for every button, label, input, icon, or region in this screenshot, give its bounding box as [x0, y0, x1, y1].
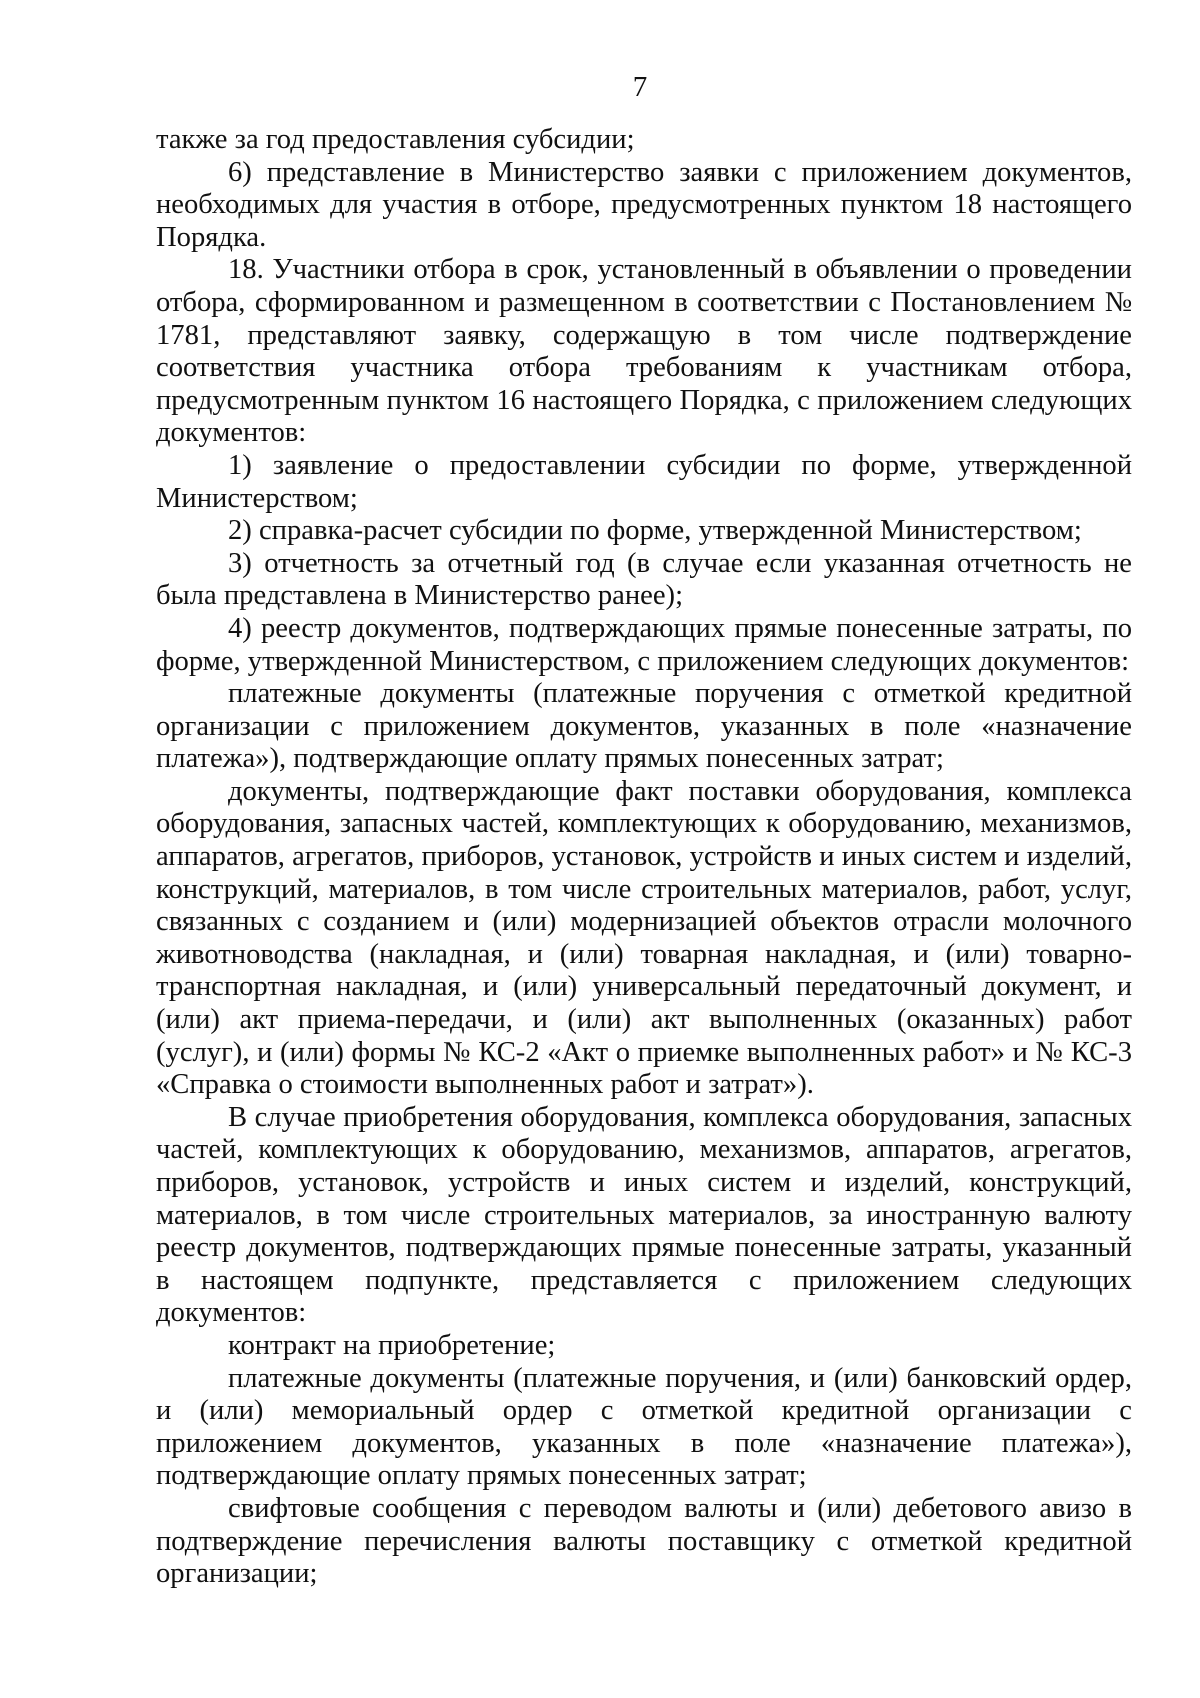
paragraph: 1) заявление о предоставлении субсидии по форме, утвержденной Министерством;	[156, 449, 1132, 514]
paragraph: платежные документы (платежные поручения, и (или) банковский ордер, и (или) мемориальный ордер с отметкой кредитной организации с приложением документов, указанных в поле «назначение платежа»), подтверждающие оплату прямых понесенных затрат;	[156, 1362, 1132, 1492]
paragraph: также за год предоставления субсидии;	[156, 124, 635, 155]
paragraph: контракт на приобретение;	[228, 1329, 556, 1361]
page-number: 7	[632, 71, 648, 103]
paragraph: 4) реестр документов, подтверждающих прямые понесенные затраты, по форме, утвержденной Министерством, с приложением следующих документов:	[156, 612, 1132, 677]
paragraph: свифтовые сообщения с переводом валюты и (или) дебетового авизо в подтверждение перечисления валюты поставщику с отметкой кредитной организации;	[156, 1492, 1132, 1590]
paragraph: 2) справка-расчет субсидии по форме, утвержденной Министерством;	[228, 515, 1082, 547]
paragraph: платежные документы (платежные поручения с отметкой кредитной организации с приложением документов, указанных в поле «назначение платежа»), подтверждающие оплату прямых понесенных затрат;	[156, 678, 1132, 775]
paragraph: 3) отчетность за отчетный год (в случае если указанная отчетность не была представлена в Министерство ранее);	[156, 547, 1132, 612]
paragraph: В случае приобретения оборудования, комплекса оборудования, запасных частей, комплектующих к оборудованию, механизмов, аппаратов, агрегатов, приборов, установок, устройств и иных систем и изделий, конструкций, материалов, в том числе строительных материалов, за иностранную валюту реестр документов, подтверждающих прямые понесенные затраты, указанный в настоящем подпункте, представляется с приложением следующих документов:	[156, 1101, 1132, 1329]
document-body	[156, 124, 1132, 1591]
paragraph: 6) представление в Министерство заявки с приложением документов, необходимых для участия в отборе, предусмотренных пунктом 18 настоящего Порядка.	[156, 156, 1132, 253]
paragraph: документы, подтверждающие факт поставки оборудования, комплекса оборудования, запасных частей, комплектующих к оборудованию, механизмов, аппаратов, агрегатов, приборов, установок, устройств и иных систем и изделий, конструкций, материалов, в том числе строительных материалов, работ, услуг, связанных с созданием и (или) модернизацией объектов отрасли молочного животноводства (накладная, и (или) товарная накладная, и (или) товарно-транспортная накладная, и (или) универсальный передаточный документ, и (или) акт приема-передачи, и (или) акт выполненных (оказанных) работ (услуг), и (или) формы № КС-2 «Акт о приемке выполненных работ» и № КС-3 «Справка о стоимости выполненных работ и затрат»).	[156, 775, 1132, 1101]
paragraph: 18. Участники отбора в срок, установленный в объявлении о проведении отбора, сформированном и размещенном в соответствии с Постановлением № 1781, представляют заявку, содержащую в том числе подтверждение соответствия участника отбора требованиям к участникам отбора, предусмотренным пунктом 16 настоящего Порядка, с приложением следующих документов:	[156, 254, 1132, 449]
